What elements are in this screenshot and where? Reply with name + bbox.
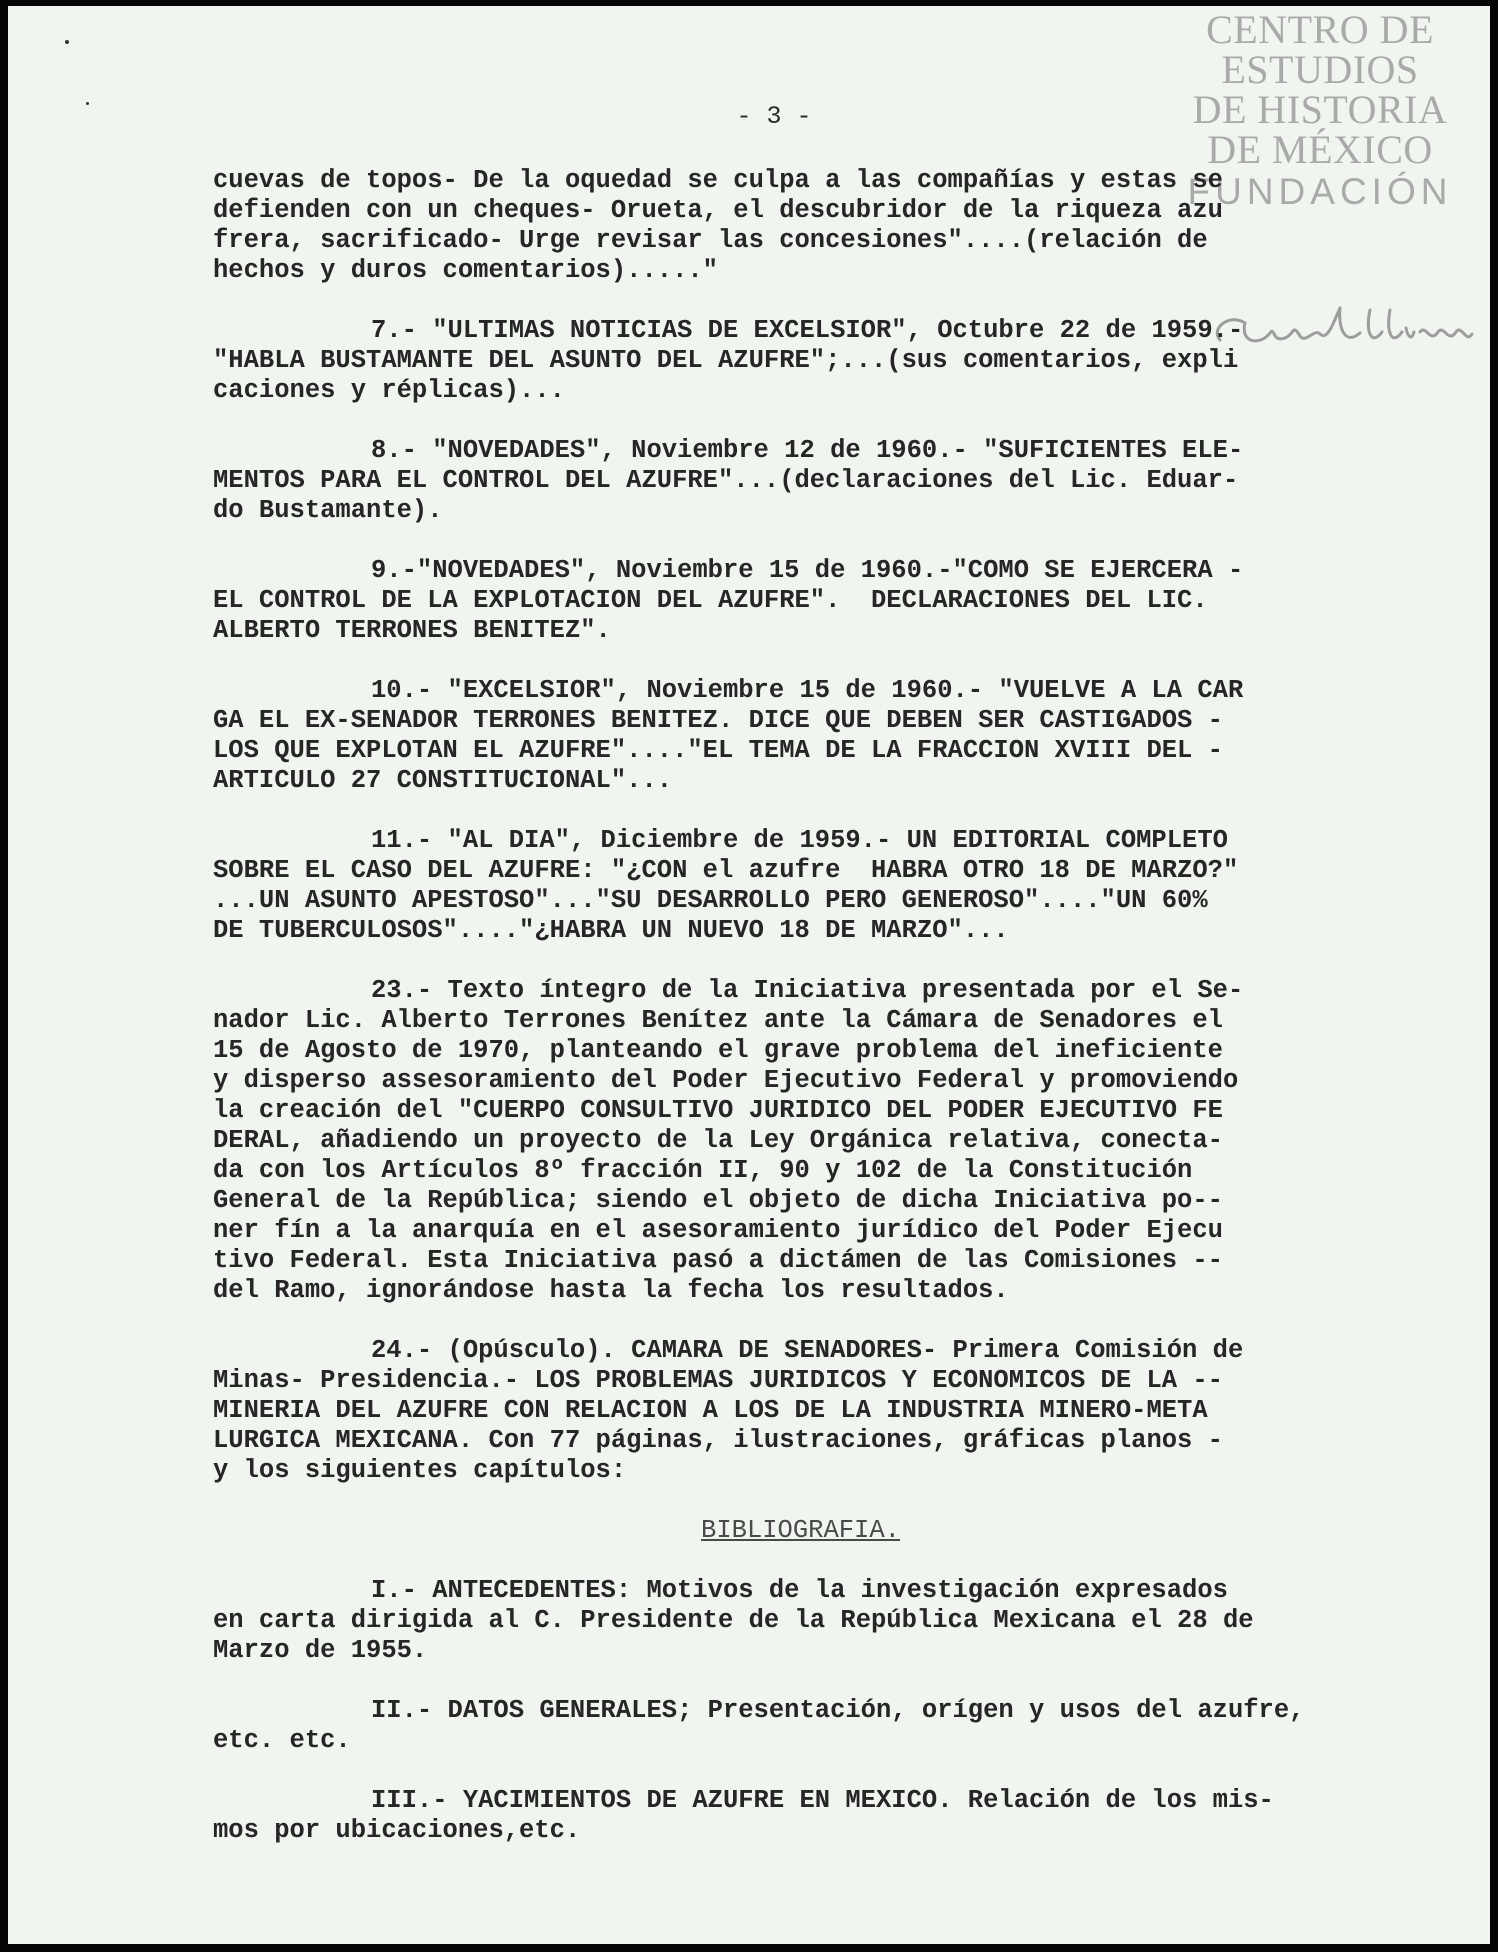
text-line: 24.- (Opúsculo). CAMARA DE SENADORES- Primera Comisión de — [371, 1336, 1244, 1365]
document-page — [8, 6, 1490, 1944]
page-number: - 3 - — [736, 102, 812, 131]
text-line: defienden con un cheques- Orueta, el descubridor de la riqueza azu — [213, 196, 1223, 225]
text-line: del Ramo, ignorándose hasta la fecha los resultados. — [213, 1276, 1009, 1305]
entry-9 — [213, 556, 1388, 646]
text-line: General de la República; siendo el objeto de dicha Iniciativa po-- — [213, 1186, 1223, 1215]
watermark-line: ESTUDIOS — [1221, 47, 1419, 92]
text-line: mos por ubicaciones,etc. — [213, 1816, 581, 1845]
watermark-line: DE MÉXICO — [1207, 127, 1433, 172]
bibliography-item-1 — [213, 1576, 1388, 1666]
text-line: ARTICULO 27 CONSTITUCIONAL"... — [213, 766, 673, 795]
text-line: y los siguientes capítulos: — [213, 1456, 627, 1485]
bibliography-item-3 — [213, 1786, 1388, 1846]
text-line: LOS QUE EXPLOTAN EL AZUFRE"...."EL TEMA DE LA FRACCION XVIII DEL - — [213, 736, 1223, 765]
text-line: MINERIA DEL AZUFRE CON RELACION A LOS DE LA INDUSTRIA MINERO-META — [213, 1396, 1208, 1425]
entry-23 — [213, 976, 1388, 1306]
watermark-line: FUNDACIÓN — [1187, 171, 1453, 212]
watermark-line: DE HISTORIA — [1192, 87, 1448, 132]
text-line: Minas- Presidencia.- LOS PROBLEMAS JURIDICOS Y ECONOMICOS DE LA -- — [213, 1366, 1223, 1395]
text-line: en carta dirigida al C. Presidente de la República Mexicana el 28 de — [213, 1606, 1254, 1635]
text-line: do Bustamante). — [213, 496, 443, 525]
bibliography-item-2 — [213, 1696, 1388, 1756]
text-line: ner fín a la anarquía en el asesoramiento jurídico del Poder Ejecu — [213, 1216, 1223, 1245]
text-line: DERAL, añadiendo un proyecto de la Ley Orgánica relativa, conecta- — [213, 1126, 1223, 1155]
text-line: la creación del "CUERPO CONSULTIVO JURIDICO DEL PODER EJECUTIVO FE — [213, 1096, 1223, 1125]
text-line: 7.- "ULTIMAS NOTICIAS DE EXCELSIOR", Octubre 22 de 1959.- — [371, 316, 1244, 345]
text-line: frera, sacrificado- Urge revisar las concesiones"....(relación de — [213, 226, 1208, 255]
text-line: ...UN ASUNTO APESTOSO"..."SU DESARROLLO PERO GENEROSO"...."UN 60% — [213, 886, 1208, 915]
text-line: tivo Federal. Esta Iniciativa pasó a dictámen de las Comisiones -- — [213, 1246, 1223, 1275]
text-line: Marzo de 1955. — [213, 1636, 428, 1665]
bibliography-heading: BIBLIOGRAFIA. — [701, 1516, 900, 1545]
text-line: cuevas de topos- De la oquedad se culpa a las compañías y estas se — [213, 166, 1223, 195]
text-line: 10.- "EXCELSIOR", Noviembre 15 de 1960.- "VUELVE A LA CAR — [371, 676, 1244, 705]
paragraph-continuation — [213, 166, 1388, 286]
entry-24 — [213, 1336, 1388, 1486]
entry-8 — [213, 436, 1388, 526]
text-line: 15 de Agosto de 1970, planteando el grave problema del ineficiente — [213, 1036, 1223, 1065]
text-line: nador Lic. Alberto Terrones Benítez ante la Cámara de Senadores el — [213, 1006, 1223, 1035]
text-line: EL CONTROL DE LA EXPLOTACION DEL AZUFRE". DECLARACIONES DEL LIC. — [213, 586, 1208, 615]
text-line: DE TUBERCULOSOS"...."¿HABRA UN NUEVO 18 DE MARZO"... — [213, 916, 1009, 945]
text-line: 23.- Texto íntegro de la Iniciativa presentada por el Se- — [371, 976, 1244, 1005]
entry-11 — [213, 826, 1388, 946]
speck-mark — [65, 40, 69, 44]
watermark-line: CENTRO DE — [1206, 7, 1434, 52]
text-line: MENTOS PARA EL CONTROL DEL AZUFRE"...(declaraciones del Lic. Eduar- — [213, 466, 1239, 495]
text-line: hechos y duros comentarios)....." — [213, 256, 718, 285]
text-line: LURGICA MEXICANA. Con 77 páginas, ilustraciones, gráficas planos - — [213, 1426, 1223, 1455]
text-line: 8.- "NOVEDADES", Noviembre 12 de 1960.- "SUFICIENTES ELE- — [371, 436, 1244, 465]
text-line: III.- YACIMIENTOS DE AZUFRE EN MEXICO. Relación de los mis- — [371, 1786, 1274, 1815]
text-line: ALBERTO TERRONES BENITEZ". — [213, 616, 611, 645]
document-body — [213, 166, 1388, 1876]
entry-10 — [213, 676, 1388, 796]
text-line: caciones y réplicas)... — [213, 376, 565, 405]
text-line: etc. etc. — [213, 1726, 351, 1755]
text-line: SOBRE EL CASO DEL AZUFRE: "¿CON el azufre HABRA OTRO 18 DE MARZO?" — [213, 856, 1239, 885]
text-line: II.- DATOS GENERALES; Presentación, orígen y usos del azufre, — [371, 1696, 1305, 1725]
text-line: da con los Artículos 8º fracción II, 90 y 102 de la Constitución — [213, 1156, 1193, 1185]
entry-7 — [213, 316, 1388, 406]
text-line: "HABLA BUSTAMANTE DEL ASUNTO DEL AZUFRE";...(sus comentarios, expli — [213, 346, 1239, 375]
text-line: 11.- "AL DIA", Diciembre de 1959.- UN EDITORIAL COMPLETO — [371, 826, 1228, 855]
text-line: I.- ANTECEDENTES: Motivos de la investigación expresados — [371, 1576, 1228, 1605]
text-line: y disperso assesoramiento del Poder Ejecutivo Federal y promoviendo — [213, 1066, 1239, 1095]
text-line: 9.-"NOVEDADES", Noviembre 15 de 1960.-"COMO SE EJERCERA - — [371, 556, 1244, 585]
text-line: GA EL EX-SENADOR TERRONES BENITEZ. DICE QUE DEBEN SER CASTIGADOS - — [213, 706, 1223, 735]
